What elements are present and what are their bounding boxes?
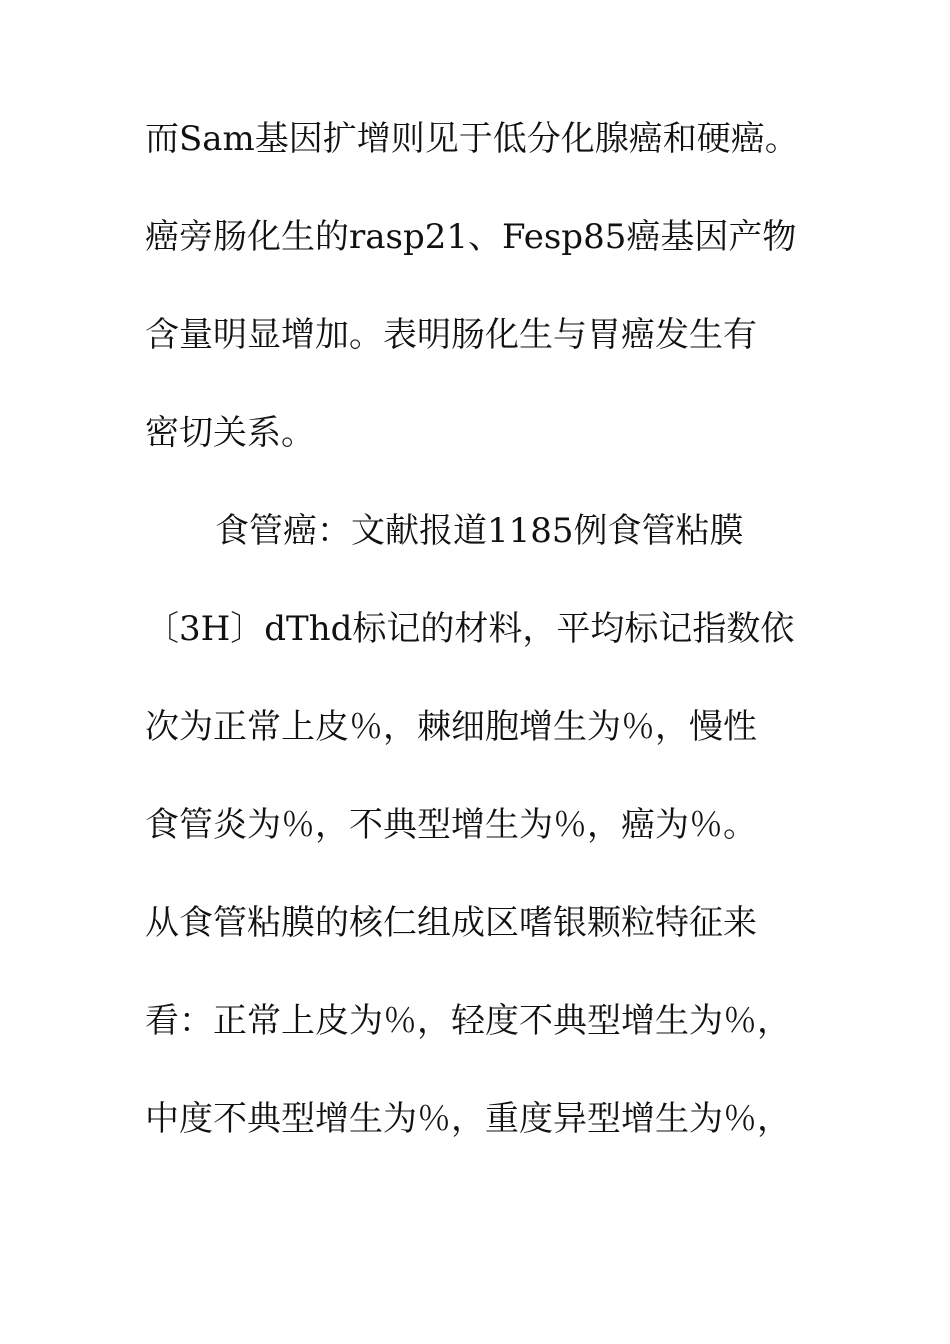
text-line: 密切关系。 — [145, 413, 315, 453]
document-body — [145, 119, 805, 1200]
text-line: 含量明显增加。表明肠化生与胃癌发生有 — [145, 315, 757, 355]
paragraph-start-line: 食管癌：文献报道1185例食管粘膜 — [215, 511, 744, 551]
text-line: 癌旁肠化生的rasp21、Fesp85癌基因产物 — [145, 217, 797, 257]
text-line: 而Sam基因扩增则见于低分化腺癌和硬癌。 — [145, 119, 799, 159]
text-line: 次为正常上皮％，棘细胞增生为％，慢性 — [145, 707, 757, 747]
text-line: 食管炎为％，不典型增生为％，癌为％。 — [145, 805, 757, 845]
text-line: 从食管粘膜的核仁组成区嗜银颗粒特征来 — [145, 903, 757, 943]
text-line: 中度不典型增生为％，重度异型增生为％， — [145, 1099, 791, 1139]
text-line: 〔3H〕dThd标记的材料，平均标记指数依 — [145, 609, 795, 649]
text-line: 看：正常上皮为％，轻度不典型增生为％， — [145, 1001, 791, 1041]
